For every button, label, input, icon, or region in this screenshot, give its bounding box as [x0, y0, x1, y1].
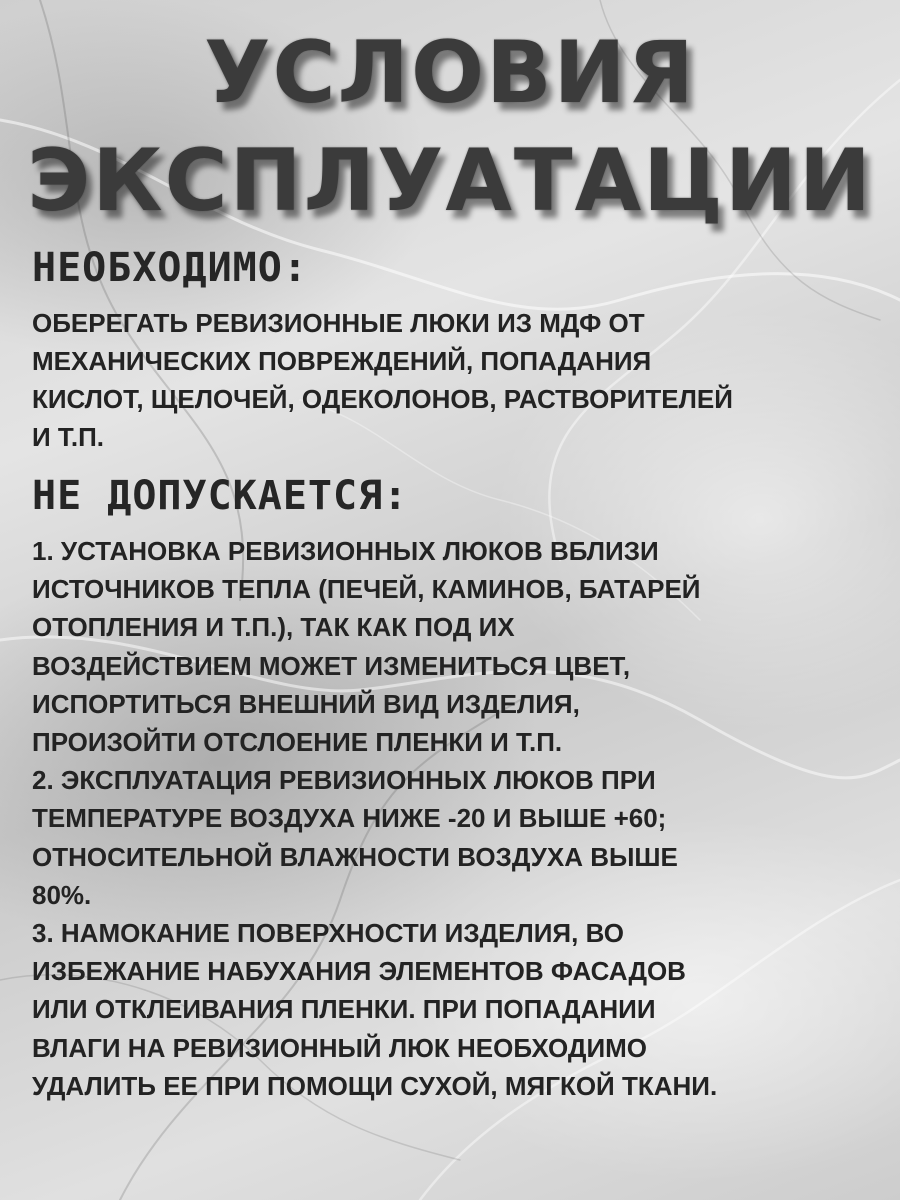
forbidden-item-1: 1. УСТАНОВКА РЕВИЗИОННЫХ ЛЮКОВ ВБЛИЗИ ИСТОЧНИКОВ ТЕПЛА (ПЕЧЕЙ, КАМИНОВ, БАТАРЕЙ ОТОПЛЕНИЯ И Т.П.), ТАК КАК ПОД ИХ ВОЗДЕЙСТВИЕМ МОЖЕТ ИЗМЕНИТЬСЯ ЦВЕТ, ИСПОРТИТЬСЯ ВНЕШНИЙ ВИД ИЗДЕЛИЯ, ПРОИЗОЙТИ ОТСЛОЕНИЕ ПЛЕНКИ И Т.П.	[32, 536, 701, 758]
page-title-line-2: ЭКСПЛУАТАЦИИ	[27, 131, 873, 231]
forbidden-heading: НЕ ДОПУСКАЕТСЯ:	[32, 473, 409, 519]
page-title-line-1: УСЛОВИЯ	[204, 23, 696, 123]
forbidden-item-2: 2. ЭКСПЛУАТАЦИЯ РЕВИЗИОННЫХ ЛЮКОВ ПРИ ТЕМПЕРАТУРЕ ВОЗДУХА НИЖЕ -20 И ВЫШЕ +60; ОТНОСИТЕЛЬНОЙ ВЛАЖНОСТИ ВОЗДУХА ВЫШЕ 80%.	[32, 765, 678, 910]
required-heading: НЕОБХОДИМО:	[32, 245, 308, 291]
forbidden-item-3: 3. НАМОКАНИЕ ПОВЕРХНОСТИ ИЗДЕЛИЯ, ВО ИЗБЕЖАНИЕ НАБУХАНИЯ ЭЛЕМЕНТОВ ФАСАДОВ ИЛИ ОТКЛЕИВАНИЯ ПЛЕНКИ. ПРИ ПОПАДАНИИ ВЛАГИ НА РЕВИЗИОННЫЙ ЛЮК НЕОБХОДИМО УДАЛИТЬ ЕЕ ПРИ ПОМОЩИ СУХОЙ, МЯГКОЙ ТКАНИ.	[32, 918, 718, 1101]
required-text: ОБЕРЕГАТЬ РЕВИЗИОННЫЕ ЛЮКИ ИЗ МДФ ОТ МЕХАНИЧЕСКИХ ПОВРЕЖДЕНИЙ, ПОПАДАНИЯ КИСЛОТ, ЩЕЛОЧЕЙ, ОДЕКОЛОНОВ, РАСТВОРИТЕЛЕЙ И Т.П.	[32, 308, 733, 452]
forbidden-list	[32, 532, 892, 1105]
